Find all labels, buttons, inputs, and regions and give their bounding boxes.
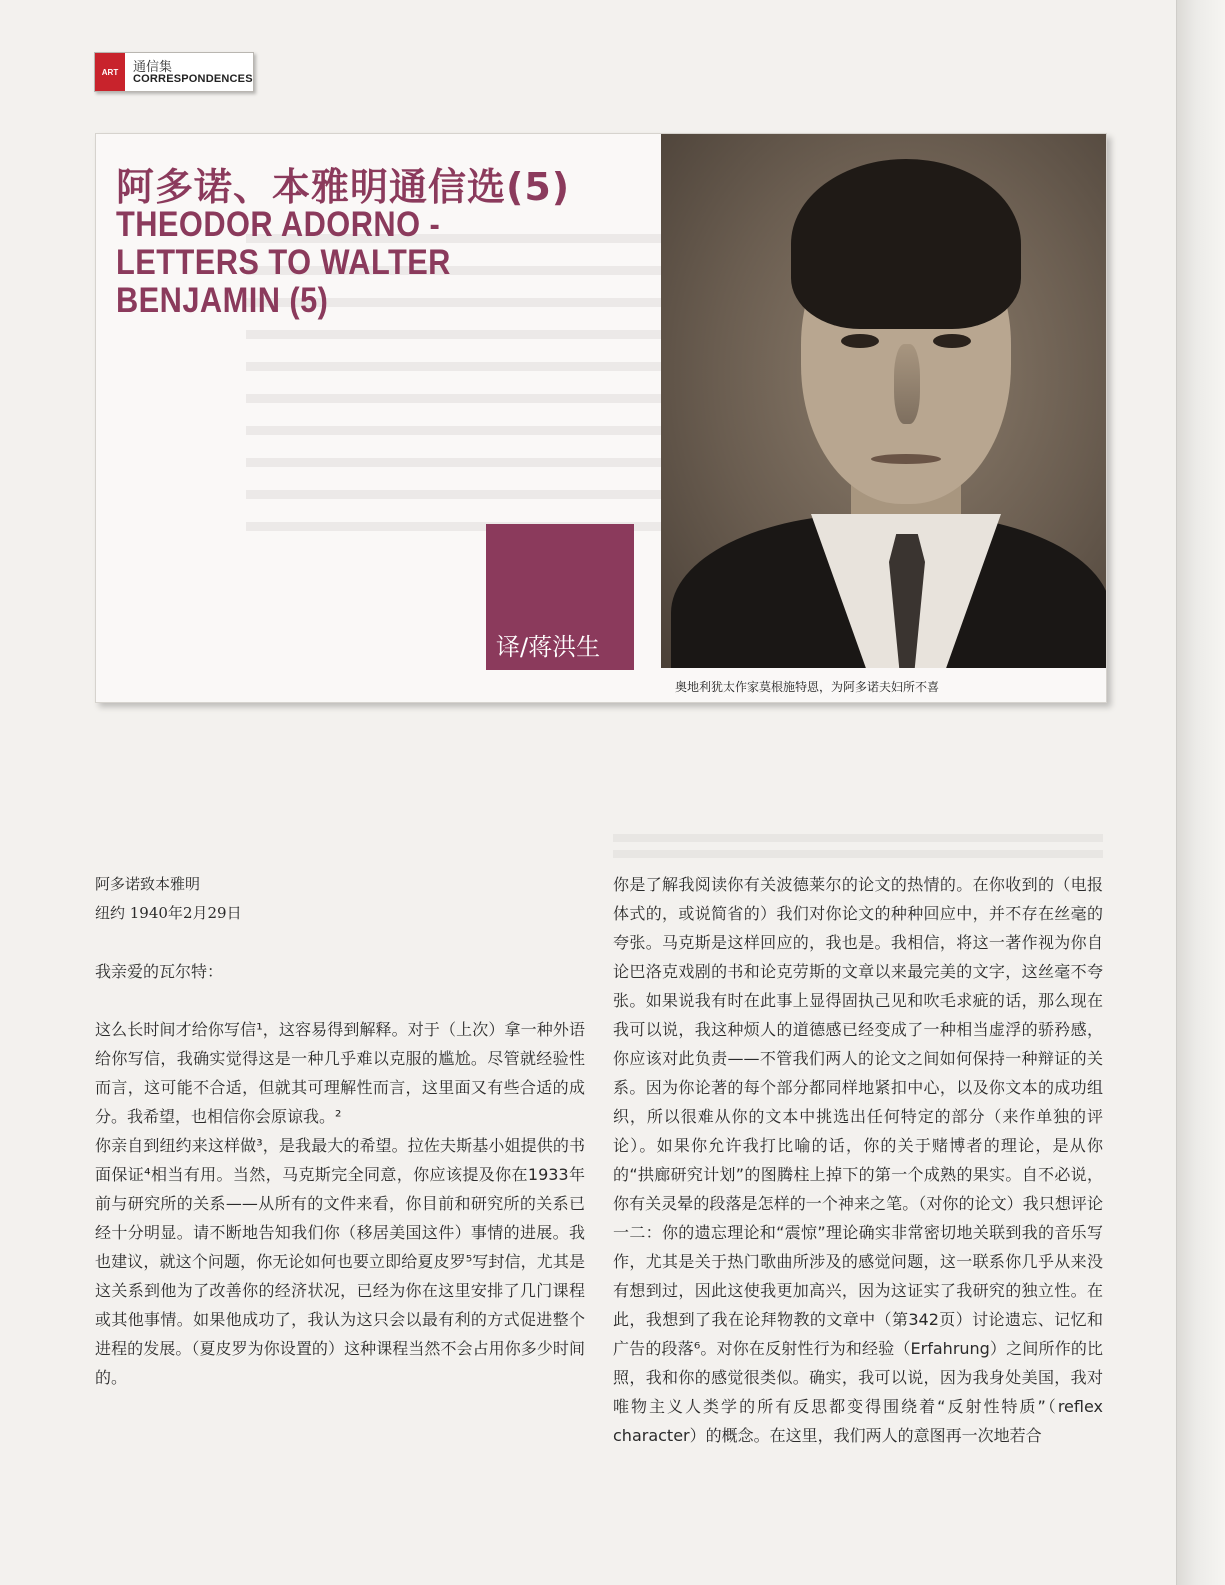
art-logo: ART <box>95 53 125 91</box>
letter-sender: 阿多诺致本雅明 <box>95 875 201 893</box>
letter-place-date: 纽约 1940年2月29日 <box>95 904 242 922</box>
right-column <box>613 870 1103 1450</box>
paragraph: 这么长时间才给你写信¹，这容易得到解释。对于（上次）拿一种外语给你写信，我确实觉得这是一种几乎难以克服的尴尬。尽管就经验性而言，这可能不合适，但就其可理解性而言，这里面又有些合适的成分。我希望，也相信你会原谅我。² <box>95 1020 585 1126</box>
translator-box <box>486 524 634 670</box>
portrait-photo <box>661 134 1106 668</box>
photo-hair <box>791 159 1021 329</box>
section-title-en: CORRESPONDENCES <box>133 73 253 85</box>
paragraph: 你是了解我阅读你有关波德莱尔的论文的热情的。在你收到的（电报体式的，或说简省的）我们对你论文的种种回应中，并不存在丝毫的夸张。马克斯是这样回应的，我也是。我相信，将这一著作视为你自论巴洛克戏剧的书和论克劳斯的文章以来最完美的文字，这丝毫不夸张。如果说我有时在此事上显得固执己见和吹毛求疵的话，那么现在我可以说，我这种烦人的道德感已经变成了一种相当虚浮的骄矜感，你应该对此负责——不管我们两人的论文之间如何保持一种辩证的关系。因为你论著的每个部分都同样地紧扣中心，以及你文本的成功组织，所以很难从你的文本中挑选出任何特定的部分（来作单独的评论）。如果你允许我打比喻的话，你的关于赌博者的理论，是从你的“拱廊研究计划”的图腾柱上掉下的第一个成熟的果实。自不必说，你有关灵晕的段落是怎样的一个神来之笔。（对你的论文）我只想评论一二：你的遗忘理论和“震惊”理论确实非常密切地关联到我的音乐写作，尤其是关于热门歌曲所涉及的感觉问题，这一联系你几乎从来没有想到过，因此这使我更加高兴，因为这证实了我研究的独立性。在此，我想到了我在论拜物教的文章中（第342页）讨论遗忘、记忆和广告的段落⁶。对你在反射性行为和经验（Erfahrung）之间所作的比照，我和你的感觉很类似。确实，我可以说，因为我身处美国，我对唯物主义人类学的所有反思都变得围绕着“反射性特质”（reflex character）的概念。在这里，我们两人的意图再一次地若合 <box>613 875 1103 1445</box>
letter-salutation: 我亲爱的瓦尔特： <box>95 962 224 981</box>
background-text-ghost-right <box>613 826 1103 862</box>
article-title-cn: 阿多诺、本雅明通信选(5) <box>116 165 571 209</box>
section-title-cn: 通信集 <box>133 60 173 75</box>
photo-eye-left <box>841 334 879 348</box>
translator-credit: 译/蒋洪生 <box>496 633 601 661</box>
title-panel <box>95 133 1107 703</box>
photo-mouth <box>871 454 941 464</box>
photo-eye-right <box>933 334 971 348</box>
page-edge <box>1176 0 1225 1585</box>
article-title-en: THEODOR ADORNO - LETTERS TO WALTER BENJAMIN (5) <box>116 205 451 320</box>
photo-nose <box>894 344 920 424</box>
photo-caption: 奥地利犹太作家莫根施特恩，为阿多诺夫妇所不喜 <box>675 680 940 694</box>
left-column <box>95 870 585 1392</box>
paragraph: 你亲自到纽约来这样做³，是我最大的希望。拉佐夫斯基小姐提供的书面保证⁴相当有用。当然，马克斯完全同意，你应该提及你在1933年前与研究所的关系——从所有的文件来看，你目前和研究所的关系已经十分明显。请不断地告知我们你（移居美国这件）事情的进展。我也建议，就这个问题，你无论如何也要立即给夏皮罗⁵写封信，尤其是这关系到他为了改善你的经济状况，已经为你在这里安排了几门课程或其他事情。如果他成功了，我认为这只会以最有利的方式促进整个进程的发展。（夏皮罗为你设置的）这种课程当然不会占用你多少时间的。 <box>95 1136 585 1387</box>
section-badge <box>94 52 254 92</box>
